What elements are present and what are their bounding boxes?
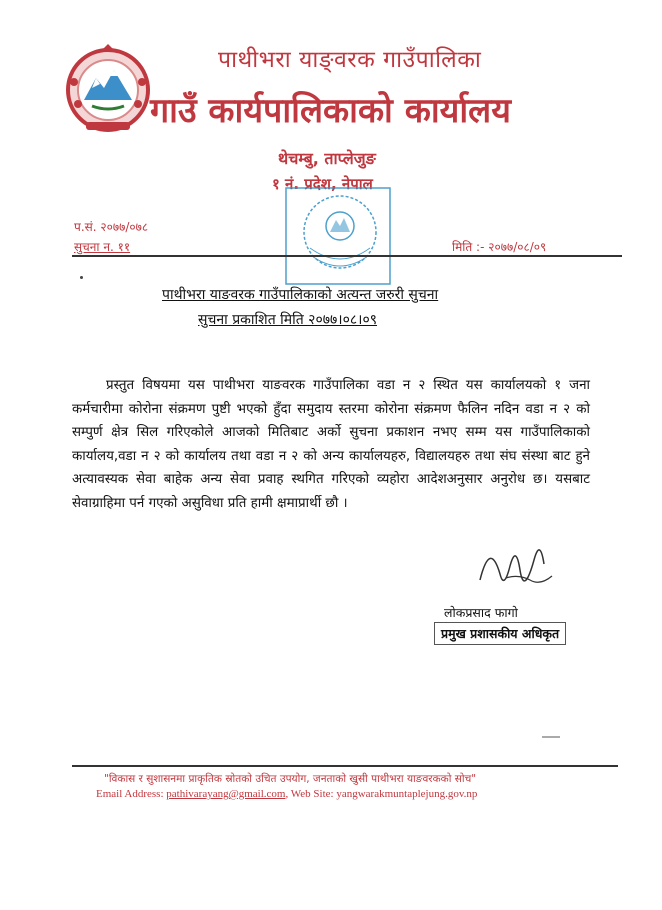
footer-contact bbox=[96, 788, 477, 800]
email-label: Email Address: bbox=[96, 788, 164, 800]
email-link[interactable]: pathivarayang@gmail.com bbox=[166, 788, 286, 800]
address-line-2: १ नं. प्रदेश, नेपाल bbox=[272, 175, 373, 193]
municipality-name: पाथीभरा याङ्वरक गाउँपालिका bbox=[218, 47, 482, 73]
footer-divider bbox=[72, 765, 618, 767]
signatory-name: लोकप्रसाद फागो bbox=[444, 605, 518, 620]
notice-headline: पाथीभरा याङवरक गाउँपालिकाको अत्यन्त जरुरी सुचना bbox=[162, 287, 439, 303]
header-divider bbox=[72, 255, 622, 257]
fiscal-year: प.सं. २०७७/०७८ bbox=[74, 220, 149, 234]
scan-mark bbox=[80, 276, 83, 279]
office-title: गाउँ कार्यपालिकाको कार्यालय bbox=[150, 91, 511, 131]
website-label: , Web Site: bbox=[285, 788, 334, 800]
website-link[interactable]: yangwarakmuntaplejung.gov.np bbox=[336, 788, 478, 800]
office-stamp-icon bbox=[284, 186, 392, 286]
notice-publish-date: सुचना प्रकाशित मिति २०७७।०८।०९ bbox=[198, 312, 378, 328]
address-line-1: थेचम्बु, ताप्लेजुङ bbox=[278, 149, 376, 168]
signatory-title: प्रमुख प्रशासकीय अधिकृत bbox=[434, 622, 566, 645]
nepal-emblem-icon bbox=[62, 42, 154, 134]
notice-body: प्रस्तुत विषयमा यस पाथीभरा याङवरक गाउँपालिका वडा न २ स्थित यस कार्यालयको १ जना कर्मचारीमा कोरोना संक्रमण पुष्टी भएको हुँदा समुदाय स्तरमा कोरोना संक्रमण फैलिन नदिन वडा न २ को सम्पुर्ण क्षेत्र सिल गरिएकोले आजको मितिबाट अर्को सुचना प्रकाशन नभए सम्म यस गाउँपालिकाको कार्यालय,वडा न २ को कार्यालय तथा वडा न २ को अन्य कार्यालयहरु, विद्यालयहरु तथा संघ संस्था बाट हुने अत्यावस्यक सेवा बाहेक अन्य सेवा प्रवाह स्थगित गरिएको व्यहोरा आदेशअनुसार अनुरोध छ। यसबाट सेवाग्राहिमा पर्न गएको असुविधा प्रति हामी क्षमाप्रार्थी छौ । bbox=[72, 378, 590, 511]
footer-motto: "विकास र सुशासनमा प्राकृतिक स्रोतको उचित उपयोग, जनताको खुसी पाथीभरा याङवरकको सोच" bbox=[104, 773, 477, 785]
issue-date: मिति :- २०७७/०८/०९ bbox=[452, 240, 547, 254]
signature-icon bbox=[470, 530, 560, 602]
scan-mark bbox=[542, 736, 560, 738]
notice-number: सुचना न. ११ bbox=[74, 240, 131, 254]
